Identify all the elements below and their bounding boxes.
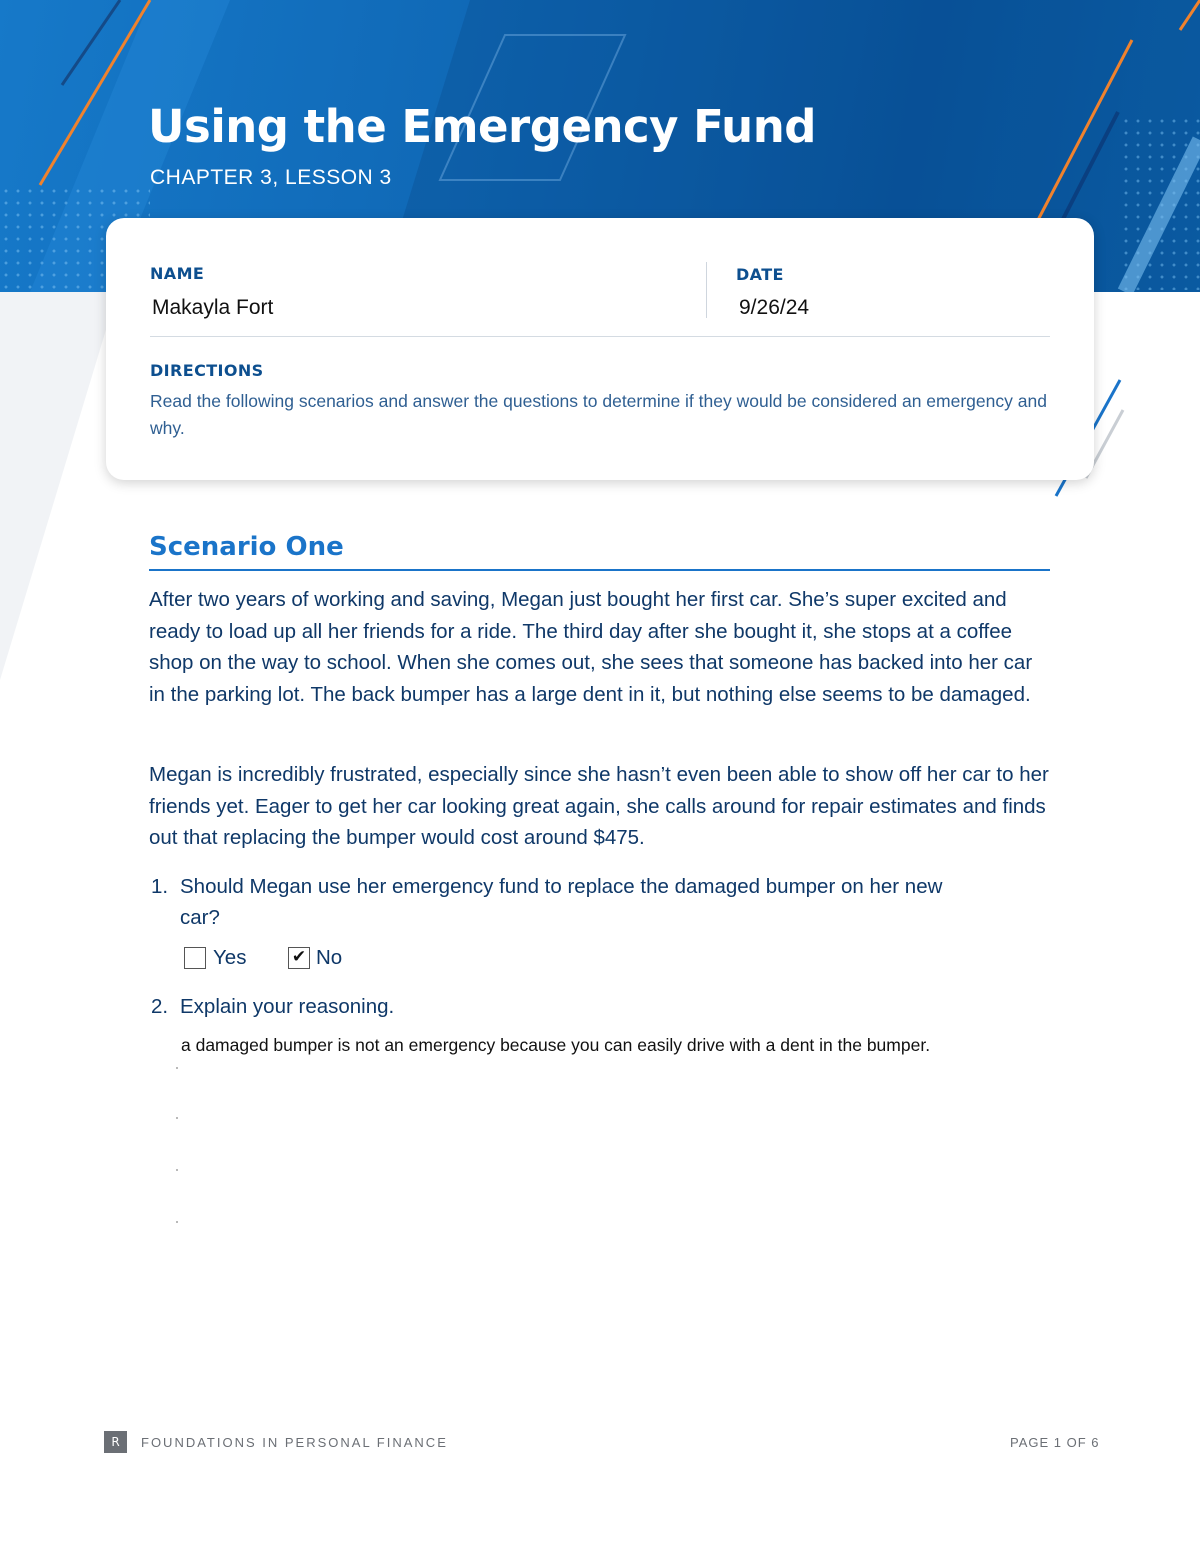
scenario-paragraph-1: After two years of working and saving, Megan just bought her first car. She’s super excited and ready to load up all her friends for a ride. The third day after she bought it, she stops at a coffee shop on the way to school. When she comes out, she sees that someone has backed into her car in the parking lot. The back bumper has a large dent in it, but nothing else seems to be damaged. bbox=[149, 588, 1033, 706]
student-info-card bbox=[106, 218, 1094, 480]
question-1-number: 1. bbox=[151, 875, 169, 898]
field-divider bbox=[706, 262, 707, 318]
reasoning-answer-field[interactable]: a damaged bumper is not an emergency because you can easily drive with a dent in the bumper. bbox=[181, 1035, 931, 1055]
answer-line-marker bbox=[176, 1117, 178, 1119]
answer-line-marker bbox=[176, 1221, 178, 1223]
ramsey-logo-icon: R bbox=[104, 1431, 127, 1453]
name-label: NAME bbox=[150, 264, 205, 283]
directions-text: Read the following scenarios and answer the questions to determine if they would be considered an emergency and why. bbox=[150, 391, 1047, 438]
no-option-label: No bbox=[316, 946, 343, 969]
scenario-paragraph-2: Megan is incredibly frustrated, especially since she hasn’t even been able to show off her car to her friends yet. Eager to get her car looking great again, she calls around for repair estimates and finds out that replacing the bumper would cost around $475. bbox=[149, 763, 1049, 849]
question-2-text: Explain your reasoning. bbox=[180, 995, 395, 1018]
page-title: Using the Emergency Fund bbox=[148, 100, 816, 153]
footer-course-title: FOUNDATIONS IN PERSONAL FINANCE bbox=[141, 1435, 448, 1450]
dot-pattern-right bbox=[1120, 115, 1200, 290]
scenario-title-rule bbox=[149, 569, 1050, 571]
no-checkbox[interactable]: ✔ bbox=[288, 947, 310, 969]
question-2-number: 2. bbox=[151, 995, 169, 1018]
page-number: PAGE 1 OF 6 bbox=[1010, 1435, 1100, 1450]
scenario-title: Scenario One bbox=[149, 532, 344, 562]
yes-checkbox[interactable] bbox=[184, 947, 206, 969]
name-field[interactable]: Makayla Fort bbox=[152, 296, 274, 319]
chapter-lesson-subtitle: CHAPTER 3, LESSON 3 bbox=[150, 166, 392, 189]
question-1-text: Should Megan use her emergency fund to replace the damaged bumper on her new car? bbox=[180, 875, 943, 929]
answer-line-marker bbox=[176, 1067, 178, 1069]
date-field[interactable]: 9/26/24 bbox=[739, 296, 810, 319]
date-label: DATE bbox=[736, 265, 784, 284]
answer-line-marker bbox=[176, 1169, 178, 1171]
directions-label: DIRECTIONS bbox=[150, 361, 264, 380]
card-divider bbox=[150, 336, 1050, 337]
yes-option-label: Yes bbox=[213, 946, 247, 969]
